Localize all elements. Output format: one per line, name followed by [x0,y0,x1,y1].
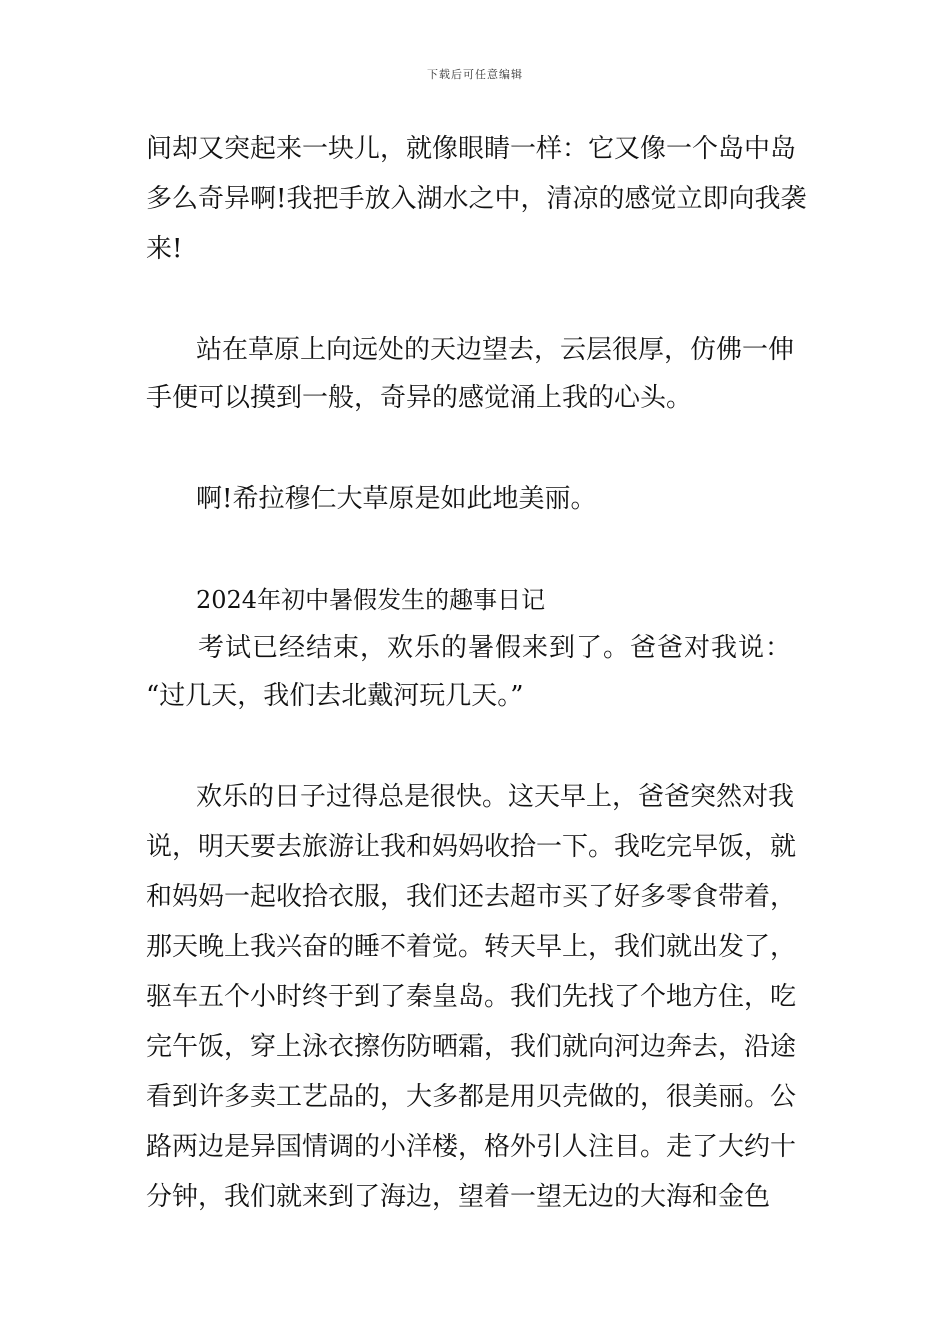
paragraph-first-line: 站在草原上向远处的天边望去，云层很厚，仿佛一伸 [196,335,795,365]
paragraph-first-line: 啊!希拉穆仁大草原是如此地美丽。 [196,484,597,514]
text-line: 那天晚上我兴奋的睡不着觉。转天早上，我们就出发了， [146,932,797,962]
text-line: “过几天，我们去北戴河玩几天。” [146,681,524,711]
text-line: 驱车五个小时终于到了秦皇岛。我们先找了个地方住，吃 [146,982,797,1012]
text-line: 路两边是异国情调的小洋楼，格外引人注目。走了大约十 [146,1132,797,1162]
text-line: 和妈妈一起收拾衣服，我们还去超市买了好多零食带着， [146,882,797,912]
text-line: 分钟，我们就来到了海边，望着一望无边的大海和金色 [146,1182,771,1212]
text-line: 说，明天要去旅游让我和妈妈收拾一下。我吃完早饭，就 [146,832,797,862]
text-line: 看到许多卖工艺品的，大多都是用贝壳做的，很美丽。公 [146,1082,797,1112]
text-line: 间却又突起来一块儿，就像眼睛一样：它又像一个岛中岛 [146,134,797,164]
text-line: 来! [146,234,183,264]
paragraph-first-line: 考试已经结束，欢乐的暑假来到了。爸爸对我说： [198,633,793,663]
text-line: 完午饭，穿上泳衣擦伤防晒霜，我们就向河边奔去，沿途 [146,1032,797,1062]
paragraph-first-line: 欢乐的日子过得总是很快。这天早上，爸爸突然对我 [196,782,795,812]
page-header: 下载后可任意编辑 [427,68,523,81]
article-title: 2024年初中暑假发生的趣事日记 [196,586,546,614]
text-line: 多么奇异啊!我把手放入湖水之中，清凉的感觉立即向我袭 [146,184,807,214]
text-line: 手便可以摸到一般，奇异的感觉涌上我的心头。 [146,383,693,413]
